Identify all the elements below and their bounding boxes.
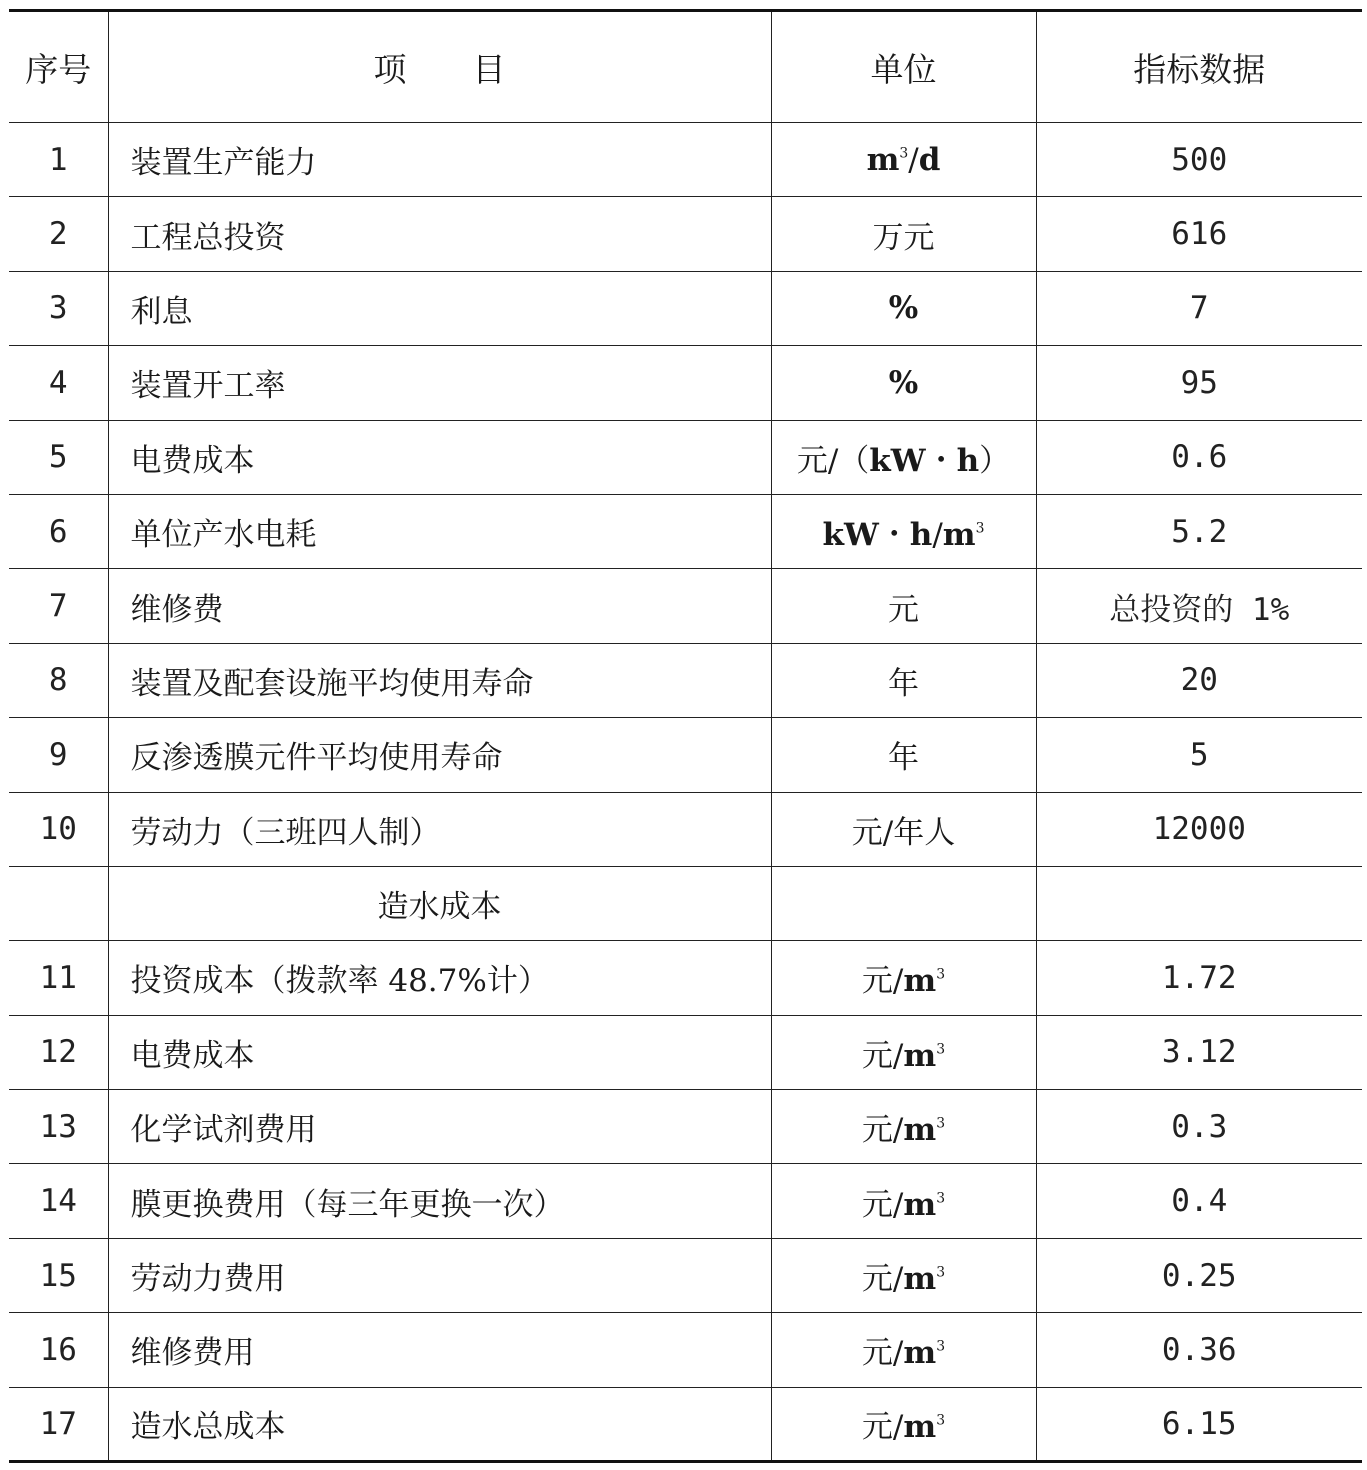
unit-exponent: 3: [936, 1338, 946, 1355]
table-row: [9, 718, 1362, 792]
row-number: 1: [9, 123, 108, 197]
row-value: 7: [1036, 271, 1362, 345]
unit-symbol: m: [942, 517, 976, 554]
unit-symbol: m: [903, 1335, 937, 1372]
row-number: 13: [9, 1090, 108, 1164]
row-value: [1036, 866, 1362, 940]
row-value: 总投资的 1%: [1036, 569, 1362, 643]
table-row: [9, 866, 1362, 940]
row-value: 3.12: [1036, 1015, 1362, 1089]
row-unit: 元$/m^3$: [771, 1313, 1036, 1387]
row-number: 4: [9, 346, 108, 420]
table-header: [9, 11, 1362, 123]
row-item: 反渗透膜元件平均使用寿命: [108, 718, 771, 792]
row-value: 6.15: [1036, 1387, 1362, 1461]
row-unit: 元$/m^3$: [771, 1164, 1036, 1238]
unit-symbol: m: [903, 1186, 937, 1223]
row-item: 单位产水电耗: [108, 494, 771, 568]
unit-symbol: kW: [822, 517, 879, 554]
row-item: 劳动力（三班四人制）: [108, 792, 771, 866]
row-unit: 元$/m^3$: [771, 1015, 1036, 1089]
unit-symbol: %: [888, 364, 919, 401]
row-item: 利息: [108, 271, 771, 345]
row-item: 维修费: [108, 569, 771, 643]
row-item: 电费成本: [108, 1015, 771, 1089]
row-value: 500: [1036, 123, 1362, 197]
table-row: [9, 792, 1362, 866]
row-value: 95: [1036, 346, 1362, 420]
row-unit: 元$/m^3$: [771, 1090, 1036, 1164]
row-value: 616: [1036, 197, 1362, 271]
row-unit: 元/（kW・h）: [771, 420, 1036, 494]
row-item: 工程总投资: [108, 197, 771, 271]
row-number: 6: [9, 494, 108, 568]
row-number: 12: [9, 1015, 108, 1089]
row-number: 14: [9, 1164, 108, 1238]
row-item: 造水成本: [108, 866, 771, 940]
row-unit: kW・$h/m^3$: [771, 494, 1036, 568]
unit-exponent: 3: [975, 520, 985, 537]
unit-exponent: 3: [936, 1115, 946, 1132]
table-row: [9, 494, 1362, 568]
table-row: [9, 271, 1362, 345]
unit-exponent: 3: [899, 145, 909, 162]
row-number: [9, 866, 108, 940]
header-item: 项 目: [108, 11, 771, 123]
table-row: [9, 569, 1362, 643]
unit-symbol: %: [888, 290, 919, 327]
row-item: 膜更换费用（每三年更换一次）: [108, 1164, 771, 1238]
unit-symbol: h: [909, 517, 933, 554]
header-row: [9, 11, 1362, 123]
unit-exponent: 3: [936, 1264, 946, 1281]
unit-exponent: 3: [936, 1190, 946, 1207]
row-item: 装置开工率: [108, 346, 771, 420]
table-row: [9, 1164, 1362, 1238]
row-item: 维修费用: [108, 1313, 771, 1387]
row-number: 17: [9, 1387, 108, 1461]
row-value: 0.6: [1036, 420, 1362, 494]
row-number: 7: [9, 569, 108, 643]
table-row: [9, 197, 1362, 271]
unit-symbol: m: [903, 963, 937, 1000]
unit-symbol: m: [866, 141, 900, 178]
unit-symbol: m: [903, 1112, 937, 1149]
unit-symbol: m: [903, 1037, 937, 1074]
row-unit: 元: [771, 569, 1036, 643]
row-value: 1.72: [1036, 941, 1362, 1015]
row-unit: 万元: [771, 197, 1036, 271]
row-unit: 元$/m^3$: [771, 1238, 1036, 1312]
row-value: 5: [1036, 718, 1362, 792]
table-row: [9, 1090, 1362, 1164]
row-number: 15: [9, 1238, 108, 1312]
row-value: 0.3: [1036, 1090, 1362, 1164]
unit-symbol: m: [903, 1261, 937, 1298]
row-item: 化学试剂费用: [108, 1090, 771, 1164]
row-item: 装置生产能力: [108, 123, 771, 197]
row-number: 2: [9, 197, 108, 271]
row-item: 劳动力费用: [108, 1238, 771, 1312]
row-item: 造水总成本: [108, 1387, 771, 1461]
table-row: [9, 1238, 1362, 1312]
cost-indicator-table: [9, 9, 1362, 1463]
table-row: [9, 941, 1362, 1015]
row-value: 0.25: [1036, 1238, 1362, 1312]
row-unit: 年: [771, 718, 1036, 792]
table-row: [9, 1015, 1362, 1089]
row-value: 12000: [1036, 792, 1362, 866]
row-item: 电费成本: [108, 420, 771, 494]
row-value: 20: [1036, 643, 1362, 717]
row-unit: [771, 346, 1036, 420]
row-number: 11: [9, 941, 108, 1015]
table-row: [9, 1387, 1362, 1461]
row-number: 5: [9, 420, 108, 494]
table-body: [9, 123, 1362, 1462]
unit-exponent: 3: [936, 1412, 946, 1429]
row-unit: 元/年人: [771, 792, 1036, 866]
unit-symbol: h: [956, 442, 980, 479]
header-no: 序号: [9, 11, 108, 123]
table-row: [9, 420, 1362, 494]
row-number: 8: [9, 643, 108, 717]
row-value: 0.36: [1036, 1313, 1362, 1387]
unit-exponent: 3: [936, 1041, 946, 1058]
row-unit: [771, 866, 1036, 940]
unit-symbol: d: [918, 141, 941, 178]
row-value: 0.4: [1036, 1164, 1362, 1238]
row-number: 16: [9, 1313, 108, 1387]
row-unit: $m^3/d$: [771, 123, 1036, 197]
row-number: 10: [9, 792, 108, 866]
row-unit: 元$/m^3$: [771, 1387, 1036, 1461]
row-value: 5.2: [1036, 494, 1362, 568]
row-unit: 元$/m^3$: [771, 941, 1036, 1015]
header-unit: 单位: [771, 11, 1036, 123]
table-row: [9, 1313, 1362, 1387]
row-item: 投资成本（拨款率 48.7%计）: [108, 941, 771, 1015]
table-row: [9, 346, 1362, 420]
unit-symbol: kW: [869, 442, 926, 479]
table-row: [9, 643, 1362, 717]
row-unit: 年: [771, 643, 1036, 717]
row-number: 9: [9, 718, 108, 792]
header-value: 指标数据: [1036, 11, 1362, 123]
row-item: 装置及配套设施平均使用寿命: [108, 643, 771, 717]
row-unit: [771, 271, 1036, 345]
table-row: [9, 123, 1362, 197]
unit-exponent: 3: [936, 966, 946, 983]
unit-symbol: m: [903, 1409, 937, 1446]
row-number: 3: [9, 271, 108, 345]
